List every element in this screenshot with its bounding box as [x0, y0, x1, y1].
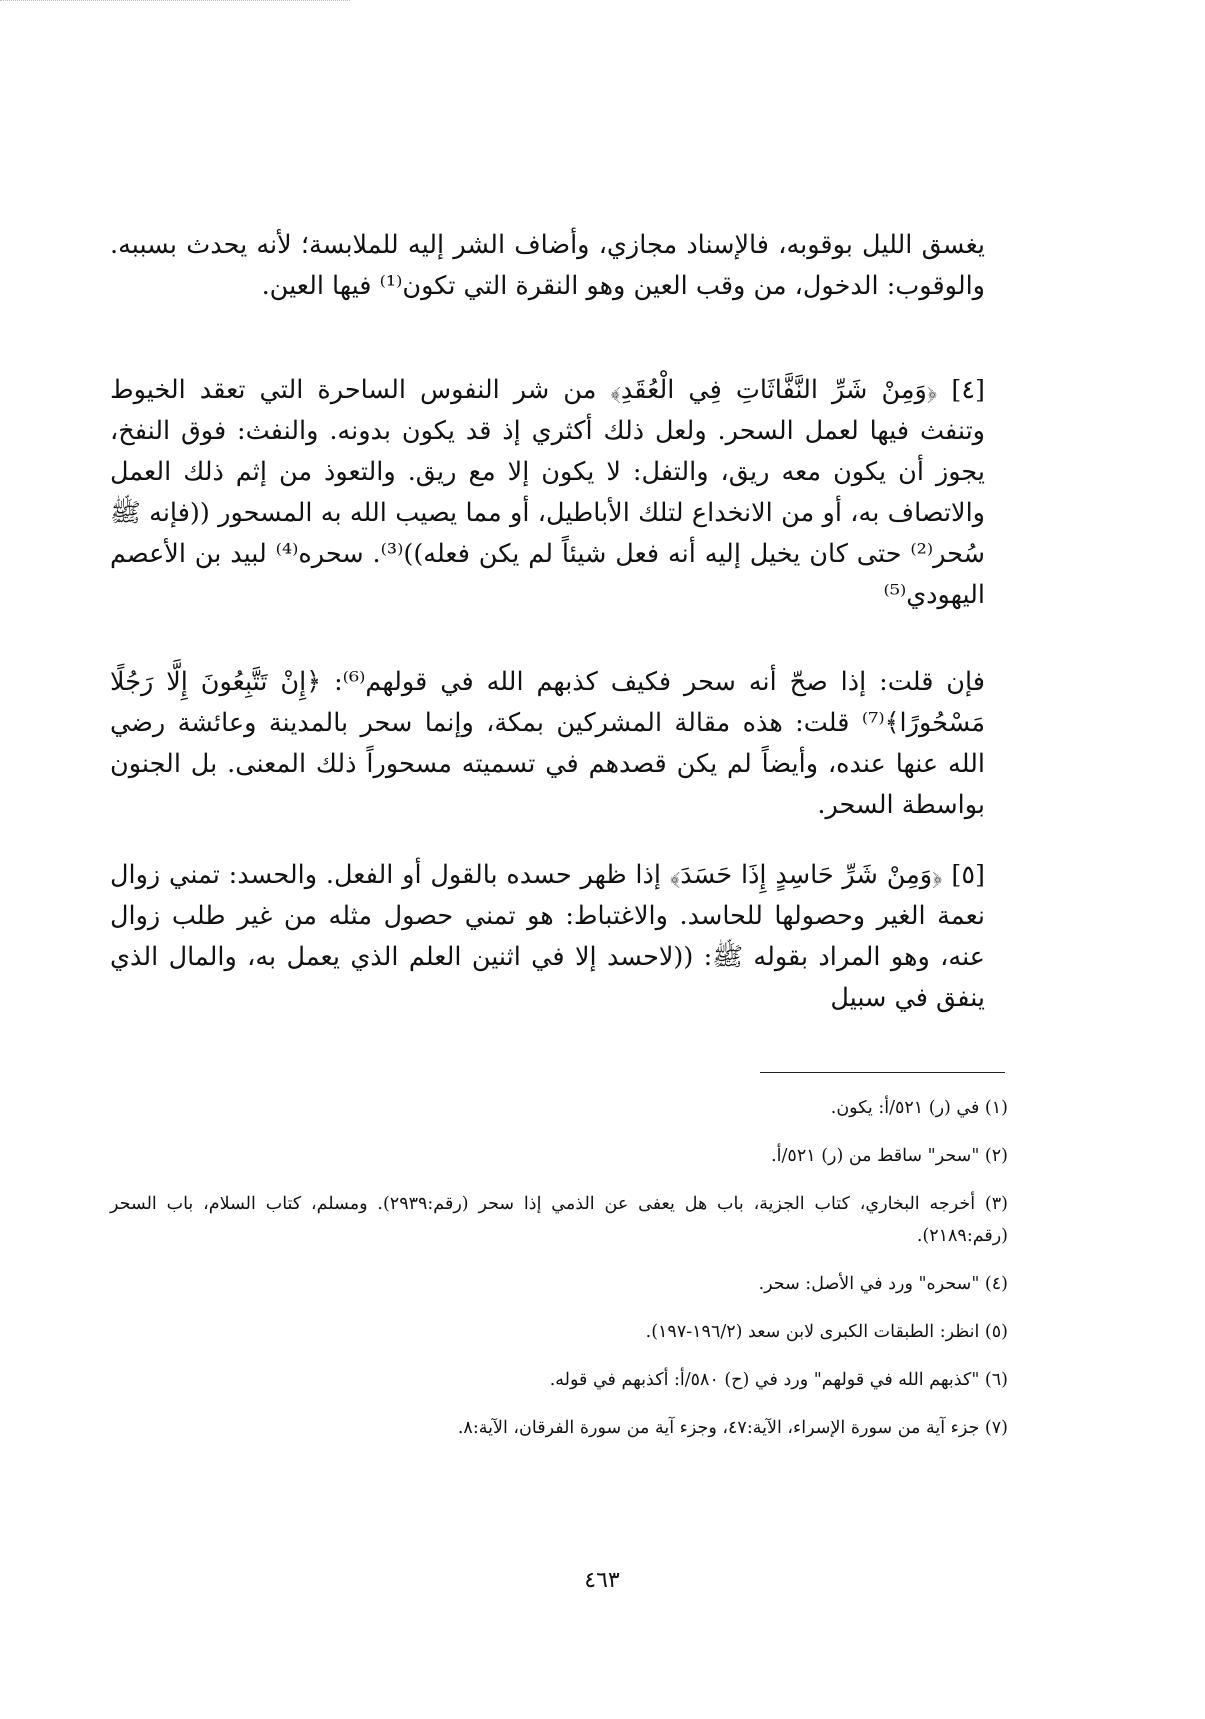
footnote-3: (٣) أخرجه البخاري، كتاب الجزية، باب هل يعفى عن الذمي إذا سحر (رقم:٢٩٣٩). ومسلم، كتاب السلام، باب السحر (رقم:٢١٨٩).	[110, 1194, 1008, 1246]
paragraph-text: يغسق الليل بوقوبه، فالإسناد مجازي، وأضاف الشر إليه للملابسة؛ لأنه يحدث بسببه. والوقوب: الدخول، من وقب العين وهو النقرة التي تكون⁽¹⁾ فيها العين.	[110, 230, 985, 301]
footnote-5: (٥) انظر: الطبقات الكبرى لابن سعد (١٩٦/٢-١٩٧).	[645, 1322, 1008, 1342]
footnotes-section	[110, 1092, 1008, 1460]
scan-edge-line	[0, 0, 350, 2]
footnote-separator	[760, 1072, 1005, 1073]
page-number: ٤٦٣	[584, 1568, 620, 1593]
footnote-6: (٦) "كذبهم الله في قولهم" ورد في (ح) ٥٨٠/أ: أكذبهم في قوله.	[549, 1370, 1008, 1390]
footnote-2: (٢) "سحر" ساقط من (ر) ٥٢١/أ.	[771, 1146, 1008, 1166]
paragraph-text: [٤] ﴿وَمِنْ شَرِّ النَّفَّاثَاتِ فِي الْعُقَدِ﴾ من شر النفوس الساحرة التي تعقد الخيوط وتنفث فيها لعمل السحر. ولعل ذلك أكثري إذ قد يكون بدونه. والنفث: فوق النفخ، يجوز أن يكون معه ريق، والتفل: لا يكون إلا مع ريق. والتعوذ من إثم ذلك العمل والاتصاف به، أو من الانخداع لتلك الأباطيل، أو مما يصيب الله به المسحور ((فإنه ﷺ سُحر⁽²⁾ حتى كان يخيل إليه أنه فعل شيئاً لم يكن فعله))⁽³⁾. سحره⁽⁴⁾ لبيد بن الأعصم اليهودي⁽⁵⁾	[110, 375, 986, 610]
footnote-4: (٤) "سحره" ورد في الأصل: سحر.	[758, 1274, 1008, 1294]
footnote-1: (١) في (ر) ٥٢١/أ: يكون.	[830, 1098, 1008, 1118]
footnote-7: (٧) جزء آية من سورة الإسراء، الآية:٤٧، وجزء آية من سورة الفرقان، الآية:٨.	[457, 1418, 1008, 1438]
body-paragraph-4	[110, 855, 985, 1019]
paragraph-text: فإن قلت: إذا صحّ أنه سحر فكيف كذبهم الله في قولهم⁽⁶⁾: ﴿إِنْ تَتَّبِعُونَ إِلَّا رَجُلًا مَسْحُورًا﴾⁽⁷⁾ قلت: هذه مقالة المشركين بمكة، وإنما سحر بالمدينة وعائشة رضي الله عنها عنده، وأيضاً لم يكن قصدهم في تسميته مسحوراً ذلك المعنى. بل الجنون بواسطة السحر.	[110, 667, 985, 820]
body-paragraph-1	[110, 225, 985, 307]
body-paragraph-3	[110, 662, 985, 826]
body-paragraph-2	[110, 370, 985, 616]
paragraph-text: [٥] ﴿وَمِنْ شَرِّ حَاسِدٍ إِذَا حَسَدَ﴾ إذا ظهر حسده بالقول أو الفعل. والحسد: تمني زوال نعمة الغير وحصولها للحاسد. والاغتباط: هو تمني حصول مثله من غير طلب زوال عنه، وهو المراد بقوله ﷺ: ((لاحسد إلا في اثنين العلم الذي يعمل به، والمال الذي ينفق في سبيل	[110, 860, 985, 1013]
